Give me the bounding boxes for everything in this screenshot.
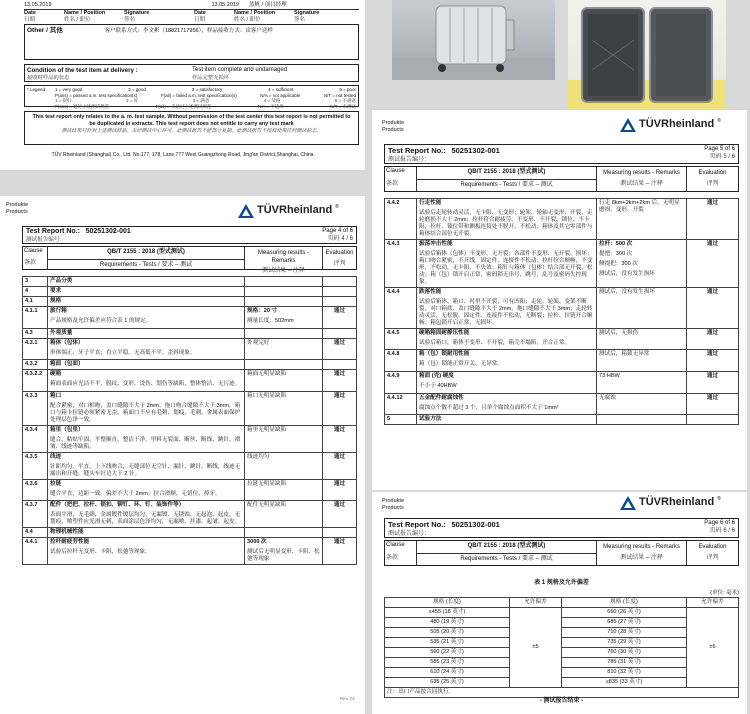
result-cell: 线迹均匀	[245, 452, 323, 479]
table-row	[385, 328, 739, 350]
tuv-logo-2	[620, 118, 721, 132]
spec-left-cell: 535 (21 英寸)	[385, 637, 510, 647]
spec-right-cell: 660 (26 英寸)	[562, 607, 687, 617]
table-row	[385, 239, 739, 287]
legend-2: 2 = good	[128, 87, 146, 92]
legend-fail-zh: F(ail) = 未通过上述测试规范	[155, 103, 212, 109]
table-row	[23, 501, 357, 528]
tuv-brand-name-2: TÜVRheinland	[639, 118, 715, 131]
clause-cell: 4.1.1	[23, 306, 48, 328]
table-row	[23, 370, 357, 392]
evaluation-cell: 通过	[687, 328, 739, 350]
clause-cell: 4.3.6	[23, 479, 48, 501]
clause-cell: 4.3.4	[23, 425, 48, 452]
label-date-zh: 日期	[24, 16, 36, 23]
end-of-report: - 测试报告结束 -	[539, 698, 584, 704]
tuv-reg: ®	[335, 204, 339, 210]
spec-left-cell: ≤455 (18 英寸)	[385, 607, 510, 617]
requirements-table-p4	[22, 276, 357, 565]
table-row	[385, 393, 739, 415]
produkte-text-2: Produkte	[382, 120, 405, 126]
notice-zh: 测试结果只针对上述测试样品。未经测试中心许可，此测试报告不能部分复制。此测试报告不授权使用任何测试标志。	[61, 127, 322, 134]
requirement-cell: 箱口 配合紧密，对口相吻，盖口缝隙不大于 2mm，拖口吻合缝隙不大于 3mm，箱口与箱卡拉链必须紧密无歪，箱面口不应有毛刺、划痕，毛刺，金属表面保护处理层色泽一致。	[48, 391, 245, 425]
report-header	[22, 226, 357, 244]
requirement-cell: 拉链 缝合平直，边距一致。偏差不大于 2mm；拉合滑顺，无错位、掉牙。	[48, 479, 245, 501]
legend-2-zh: 2 = 好	[126, 98, 139, 104]
legend-pass-zh: P(ass) = 通过上述测试规范	[55, 103, 110, 109]
table-row	[23, 538, 357, 565]
evaluation-cell	[323, 296, 357, 306]
spec-left-cell: 635 (25 英寸)	[385, 677, 510, 687]
luggage-open-icon	[568, 0, 726, 110]
spec-left-cell: 560 (22 英寸)	[385, 647, 510, 657]
table-row	[385, 607, 739, 617]
evaluation-cell	[687, 415, 739, 425]
result-cell	[245, 296, 323, 306]
clause-cell: 4.4.4	[385, 287, 417, 328]
requirement-cell: 五金配件耐腐蚀性 腐蚀点个数不超过 3 个，且单个腐蚀点面积不大于 1mm²	[417, 393, 597, 415]
table-row	[385, 667, 739, 677]
table-row	[23, 277, 357, 287]
evaluation-cell: 通过	[687, 239, 739, 287]
spec-right-cell: 685 (27 英寸)	[562, 617, 687, 627]
evaluation-cell	[323, 328, 357, 338]
tuv-reg-3: ®	[717, 496, 721, 502]
table-row	[23, 452, 357, 479]
spec-right-cell: 735 (29 英寸)	[562, 637, 687, 647]
table-row	[385, 617, 739, 627]
page-number-2: Page 5 of 6	[704, 146, 735, 152]
results-label-2: Measuring results - Remarks	[603, 170, 680, 176]
evaluation-cell: 通过	[323, 370, 357, 392]
result-cell: 外观完好	[245, 338, 323, 360]
tuv-brand-name-3: TÜVRheinland	[639, 496, 715, 509]
page-number-zh-2: 页码 5 / 6	[709, 153, 735, 160]
result-cell: 73 HBW	[597, 371, 687, 393]
requirement-cell: 物理机械性能	[48, 528, 245, 538]
spec-right-cell: 785 (31 英寸)	[562, 657, 687, 667]
tuv-triangle-icon-3	[620, 496, 636, 510]
clause-cell: 4.3.7	[23, 501, 48, 528]
result-cell: 箱面无明显缺陷	[245, 370, 323, 392]
signer-right: 蓝帆 / 项目经理	[249, 2, 287, 8]
date-right: 13.05.2019	[211, 2, 239, 8]
page-number-3: Page 6 of 6	[704, 520, 735, 526]
result-cell: 箱口无明显缺陷	[245, 391, 323, 425]
evaluation-cell: 通过	[323, 338, 357, 360]
results-label-zh: 测试结果 – 注释	[262, 268, 305, 274]
spec-left-cell: 585 (23 英寸)	[385, 657, 510, 667]
requirement-cell: 线迹 针距均匀，平直，上下线吻合，无缝部位无空针、漏针、跳针、断线，线迹无漏出和开缝，缝头车针边大于 2 针。	[48, 452, 245, 479]
legend-label: * Legend	[27, 87, 46, 92]
evaluation-cell	[323, 277, 357, 287]
condition-value-zh: 样品完整无损坏	[192, 74, 230, 81]
tuv-triangle-icon-2	[620, 118, 636, 132]
report-no-3: 50251302-001	[451, 520, 500, 529]
tuv-logo-3	[620, 496, 721, 510]
result-cell: 3000 次 测试后无明显变形、卡阻、松弛等现象	[245, 538, 323, 565]
requirements-table-p5	[384, 198, 739, 425]
column-header-3	[384, 540, 739, 566]
report-page-4	[0, 196, 365, 714]
table-row	[23, 360, 357, 370]
evaluation-label-2: Evaluation	[698, 170, 727, 176]
table-row	[23, 306, 357, 328]
requirement-cell: 配件（把把、拉杆、锁扣、铆钉、环、钉、装饰件等） 表面平滑，无毛刺，金属镀件镀层均匀，无漏镀、无锈蚀、无起泡、起皮，无划痕，喷塑件应光滑无刺，表面涂层色泽均匀，无漏喷、挂漆、起皱、起皮。	[48, 501, 245, 528]
standard-label-3: QB/T 2155 : 2018 (型式测试)	[417, 541, 596, 554]
requirement-cell: 行走性能 试验后走轮转动灵活，无卡阻、无变形；轮架、轮轴无变形、开裂、走轮磨损不大于 2mm；拉杆符合耐疲劳、不变形、不开裂、锁位、不卡阻，拉杆、锁位带和侧板连接处不脱开，不松动；箱体及其它零部件与箱体结合部位无开裂。	[417, 199, 597, 240]
legend-3-zh: 3 = 满意	[192, 98, 210, 104]
legend-4: 4 = sufficient	[268, 87, 294, 92]
table-row	[23, 328, 357, 338]
table-row	[23, 391, 357, 425]
report-no-label-2: Test Report No.:	[388, 146, 446, 155]
result-cell: 箱里无明显缺陷	[245, 425, 323, 452]
evaluation-cell: 通过	[687, 393, 739, 415]
other-value: 客户联系方式：李文彬（18821717956），样品接收方式：由客户送样	[104, 28, 273, 34]
clause-cell: 4.4.12	[385, 393, 417, 415]
requirements-label-3: Requirements - Tests / 要求 – 测试	[460, 555, 553, 562]
tuv-brand-name: TÜVRheinland	[257, 204, 333, 217]
requirement-cell: 箱（包）锁耐用性能 箱（包）锁能正常开关，无异常。	[417, 350, 597, 372]
clause-cell: 5	[385, 415, 417, 425]
other-label: Other / 其他	[27, 27, 63, 34]
clause-cell: 4.1	[23, 296, 48, 306]
luggage-closed-icon	[392, 0, 555, 80]
evaluation-cell: 通过	[687, 350, 739, 372]
report-page-1	[0, 0, 365, 170]
evaluation-cell: 通过	[323, 479, 357, 501]
luggage-photo-closed	[392, 0, 555, 80]
table-1-unit: (单位: 毫米)	[710, 590, 739, 596]
products-text-2: Products	[382, 126, 404, 133]
clause-cell: 4.4	[23, 528, 48, 538]
label-date-2: Date	[194, 9, 206, 16]
legend-na: N/A = not applicable	[260, 92, 301, 98]
legend-pass: P(ass) = passed a.m. test specification(s)	[55, 92, 138, 98]
requirement-cell: 箱面（包面）	[48, 360, 245, 370]
report-no-zh-3: 测试报告编号：	[388, 530, 431, 537]
result-cell	[597, 415, 687, 425]
requirement-cell: 跌落性能 试验后箱体、箱口、衬里不开裂，可有凹陷；走轮、轮架、变架不断裂，对口箱底、盖口缝隙不大于 2mm，拖口缝隙不大于 3mm；走轮转动灵活，无松脱，固定件、连接件不松动，无断裂；拉杆、拉链开合顺畅；箱包锁开启正常，无损坏。	[417, 287, 597, 328]
result-cell: 行走 8km+2km+2km 后，无明显磨损、变形、开裂	[597, 199, 687, 240]
condition-box	[24, 64, 359, 82]
table-header-cell: 规格 (长度)	[385, 598, 510, 608]
table-row	[385, 647, 739, 657]
requirements-label-2: Requirements - Tests / 要求 – 测试	[460, 181, 553, 188]
results-label-zh-2: 测试结果 – 注释	[620, 180, 663, 187]
label-signature-2-zh: 签名	[294, 16, 306, 23]
label-date: Date	[24, 9, 36, 16]
table-row	[385, 371, 739, 393]
legend-4-zh: 4 = 及格	[263, 98, 281, 104]
notice-en: This test report only relates to the a. m. test sample. Without permission of the test center this test report is not permitted to be duplicated in extracts. This test report does not entitle to carry any test mark	[32, 114, 351, 127]
column-header-2	[384, 166, 739, 192]
spec-left-cell: 610 (24 英寸)	[385, 667, 510, 677]
legend-fail: F(ail) = failed a.m. test specification(s)	[160, 92, 237, 98]
condition-label: Condition of the test item at delivery :	[27, 67, 138, 74]
result-cell: 拉杆：500 次 提把：300 次 侧提把：300 次 测试后，没有发生损坏	[597, 239, 687, 287]
condition-label-zh: 接收时样品的状态	[27, 74, 70, 81]
result-cell	[245, 328, 323, 338]
evaluation-cell: 通过	[687, 199, 739, 240]
spec-right-cell: 810 (32 英寸)	[562, 667, 687, 677]
requirements-label: Requirements - Tests / 要求 – 测试	[99, 261, 193, 268]
legend-5: 5 = poor	[339, 87, 356, 92]
evaluation-label: Evaluation	[325, 250, 354, 256]
legend-box	[24, 85, 359, 107]
produkte-label-3	[382, 498, 404, 511]
clause-label-zh-2: 条款	[386, 180, 399, 187]
spec-tolerance-table	[384, 597, 739, 698]
clause-cell: 4.3.1	[23, 338, 48, 360]
evaluation-cell: 通过	[687, 371, 739, 393]
table-note: 注：出口产品按合同执行。	[385, 687, 739, 697]
requirement-cell: 振荡冲击性能 试验后箱体（包体）不变形，无开裂；各部件不变形、无开裂、损坏；箱口吻合紧密，不开线，固定件、连接件不松动；拉杆拉合顺畅，不变形，不松动，无卡阻、不失效；箱钉与箱体（包体）结合部无开裂，松动；箱（包）锁开启正常，密码锁无串号，跳号，乱号及密码失控现象。	[417, 239, 597, 287]
page-number-zh-3: 页码 6 / 6	[709, 527, 735, 534]
evaluation-cell: 通过	[323, 452, 357, 479]
result-cell: 配件无明显缺陷	[245, 501, 323, 528]
table-header-cell: 允许偏差	[687, 598, 739, 608]
table-row	[23, 425, 357, 452]
revision-label: Rev. 01	[339, 696, 355, 701]
evaluation-label-zh-2: 评判	[706, 180, 719, 187]
result-cell	[245, 360, 323, 370]
tolerance-left-cell: ±5	[510, 607, 562, 687]
evaluation-cell	[323, 528, 357, 538]
evaluation-label-zh: 评判	[333, 260, 346, 267]
table-row	[385, 627, 739, 637]
requirement-cell: 硬箱箱面耐静压性能 试验后箱口，箱体不变形、不开裂，箱壳不塌陷，开合正常。	[417, 328, 597, 350]
spec-left-cell: 505 (20 英寸)	[385, 627, 510, 637]
table-note-row	[385, 687, 739, 697]
legend-1-zh: 1 = 很好	[55, 98, 72, 104]
table-row	[385, 657, 739, 667]
table-1-title: 表 1 规格及允许偏差	[534, 580, 589, 586]
table-header-cell: 规格 (长度)	[562, 598, 687, 608]
legend-nt-zh: N/T = 未测试	[330, 103, 356, 109]
produkte-label	[6, 202, 28, 215]
clause-cell: 4.4.1	[23, 538, 48, 565]
clause-label-zh: 条款	[24, 259, 37, 266]
products-text-3: Products	[382, 504, 404, 511]
clause-cell: 4.3.3	[23, 391, 48, 425]
table-row	[385, 415, 739, 425]
label-signature-zh: 签名	[124, 16, 136, 23]
report-page-5	[372, 110, 747, 490]
evaluation-cell: 通过	[323, 538, 357, 565]
requirement-cell: 产品分类	[48, 277, 245, 287]
page-number: Page 4 of 6	[322, 228, 353, 234]
spec-left-cell: 480 (19 英寸)	[385, 617, 510, 627]
produkte-text-3: Produkte	[382, 498, 405, 504]
label-signature: Signature	[124, 9, 150, 16]
clause-label-3: Clause	[386, 542, 405, 548]
condition-value: Test item complete and undamaged	[192, 67, 288, 73]
label-signature-2: Signature	[294, 9, 320, 16]
evaluation-cell	[323, 286, 357, 296]
requirement-cell: 箱体（包体） 形体端正，牙子平直；直立平稳。无高低不平、歪斜现象。	[48, 338, 245, 360]
table-row	[385, 287, 739, 328]
spec-right-cell: 710 (28 英寸)	[562, 627, 687, 637]
requirement-cell: 硬箱 箱面表面应光洁不平、脱纹、变形、烫伤、划伤等缺陷，整体整洁、无污迹。	[48, 370, 245, 392]
requirement-cell: 箱里（包里） 缝合、粘贴牢固，平整顺直，整洁干净，里料无裂面、断丝、断线、跳针、褶皱、线迹等缺陷。	[48, 425, 245, 452]
report-no: 50251302-001	[85, 228, 131, 235]
evaluation-cell: 通过	[323, 391, 357, 425]
spec-right-cell: 760 (30 英寸)	[562, 647, 687, 657]
requirement-cell: 要求	[48, 286, 245, 296]
standard-label-2: QB/T 2155 : 2018 (型式测试)	[417, 167, 596, 180]
clause-cell: 4.4.5	[385, 328, 417, 350]
result-cell: 拉链无明显缺陷	[245, 479, 323, 501]
clause-label: Clause	[24, 248, 43, 254]
report-no-zh: 测试报告编号：	[26, 236, 66, 243]
tuv-logo	[238, 204, 339, 218]
produkte-text: Produkte	[6, 202, 29, 208]
label-name: Name / Position	[64, 9, 106, 16]
report-header-2	[384, 144, 739, 164]
column-header	[22, 246, 357, 274]
clause-cell: 4.4.8	[385, 350, 417, 372]
page-number-zh: 页码 4 / 6	[327, 235, 353, 242]
standard-label: QB/T 2155 : 2018 (型式测试)	[48, 247, 244, 260]
table-row	[23, 296, 357, 306]
tuv-triangle-icon	[238, 204, 254, 218]
table-row	[23, 286, 357, 296]
legend-1: 1 = very good	[55, 87, 83, 92]
clause-label-zh-3: 条款	[386, 554, 399, 561]
table-header-cell: 允许偏差	[510, 598, 562, 608]
clause-label-2: Clause	[386, 168, 405, 174]
clause-cell: 3	[23, 277, 48, 287]
label-name-zh: 姓名 / 职位	[64, 16, 91, 23]
label-name-2: Name / Position	[234, 9, 276, 16]
report-no-zh-2: 测试报告编号：	[388, 156, 431, 163]
other-box	[24, 24, 359, 60]
results-label: Measuring results - Remarks	[257, 250, 310, 264]
evaluation-cell: 通过	[323, 425, 357, 452]
result-cell	[245, 277, 323, 287]
results-label-3: Measuring results - Remarks	[603, 544, 680, 550]
clause-cell: 4.4.3	[385, 239, 417, 287]
label-date-2-zh: 日期	[194, 16, 206, 23]
produkte-label-2	[382, 120, 404, 133]
evaluation-cell	[323, 360, 357, 370]
table-row	[23, 528, 357, 538]
tolerance-right-cell: ±6	[687, 607, 739, 687]
requirement-cell: 规格	[48, 296, 245, 306]
requirement-cell: 箱面 (壳) 硬度 不小于 40HBW	[417, 371, 597, 393]
report-header-3	[384, 518, 739, 538]
clause-cell: 4.3.2	[23, 360, 48, 370]
evaluation-label-3: Evaluation	[698, 544, 727, 550]
evaluation-cell: 通过	[323, 306, 357, 328]
requirement-cell: 旅行箱 产品规格及允许偏差应符合表 1 的规定。	[48, 306, 245, 328]
clause-cell: 4.3	[23, 328, 48, 338]
requirement-cell: 外观质量	[48, 328, 245, 338]
legend-5-zh: 5 = 不满意	[334, 98, 356, 104]
clause-cell: 4.4.9	[385, 371, 417, 393]
report-page-6	[372, 492, 747, 714]
table-row	[23, 479, 357, 501]
report-no-label-3: Test Report No.:	[388, 520, 446, 529]
label-name-2-zh: 姓名 / 职位	[234, 16, 261, 23]
report-no-label: Test Report No.:	[26, 228, 80, 235]
table-header-row	[385, 598, 739, 608]
clause-cell: 4.3.5	[23, 452, 48, 479]
result-cell	[245, 528, 323, 538]
result-cell: 规格：20 寸 测量长度：502mm	[245, 306, 323, 328]
legend-nt: N/T = not tested	[323, 92, 356, 98]
luggage-photo-open	[568, 0, 726, 110]
result-cell: 无腐蚀	[597, 393, 687, 415]
clause-cell: 4.3.2.2	[23, 370, 48, 392]
result-cell: 测试后，箱锁无异常	[597, 350, 687, 372]
requirement-cell: 拉杆耐疲劳性能 试验后拉杆无变形、卡阻、松弛等现象。	[48, 538, 245, 565]
results-label-zh-3: 测试结果 – 注释	[620, 554, 663, 561]
result-cell	[245, 286, 323, 296]
table-row	[385, 199, 739, 240]
table-row	[23, 338, 357, 360]
report-no-2: 50251302-001	[451, 146, 500, 155]
table-row	[385, 637, 739, 647]
products-text: Products	[6, 208, 28, 215]
requirement-cell: 试验方法	[417, 415, 597, 425]
legend-na-zh: N/A = 不适用	[257, 103, 284, 109]
clause-cell: 4	[23, 286, 48, 296]
date-left: 13.05.2019	[24, 2, 52, 8]
evaluation-cell: 通过	[687, 287, 739, 328]
table-row	[385, 350, 739, 372]
signature-row	[24, 2, 359, 24]
spec-right-cell: ≥835 (33 英寸)	[562, 677, 687, 687]
table-row	[385, 677, 739, 687]
evaluation-label-zh-3: 评判	[706, 554, 719, 561]
result-cell: 测试后，没有发生损坏	[597, 287, 687, 328]
legend-3: 3 = satisfactory	[191, 87, 223, 92]
tuv-reg-2: ®	[717, 118, 721, 124]
address-footer: TÜV Rheinland (Shanghai) Co., Ltd. No.177, 178, Lane 777 West Guangzhong Road, Jing'an District,Shanghai, China	[51, 152, 314, 158]
evaluation-cell: 通过	[323, 501, 357, 528]
notice-box	[24, 111, 359, 145]
result-cell: 测试后，无损伤	[597, 328, 687, 350]
clause-cell: 4.4.2	[385, 199, 417, 240]
